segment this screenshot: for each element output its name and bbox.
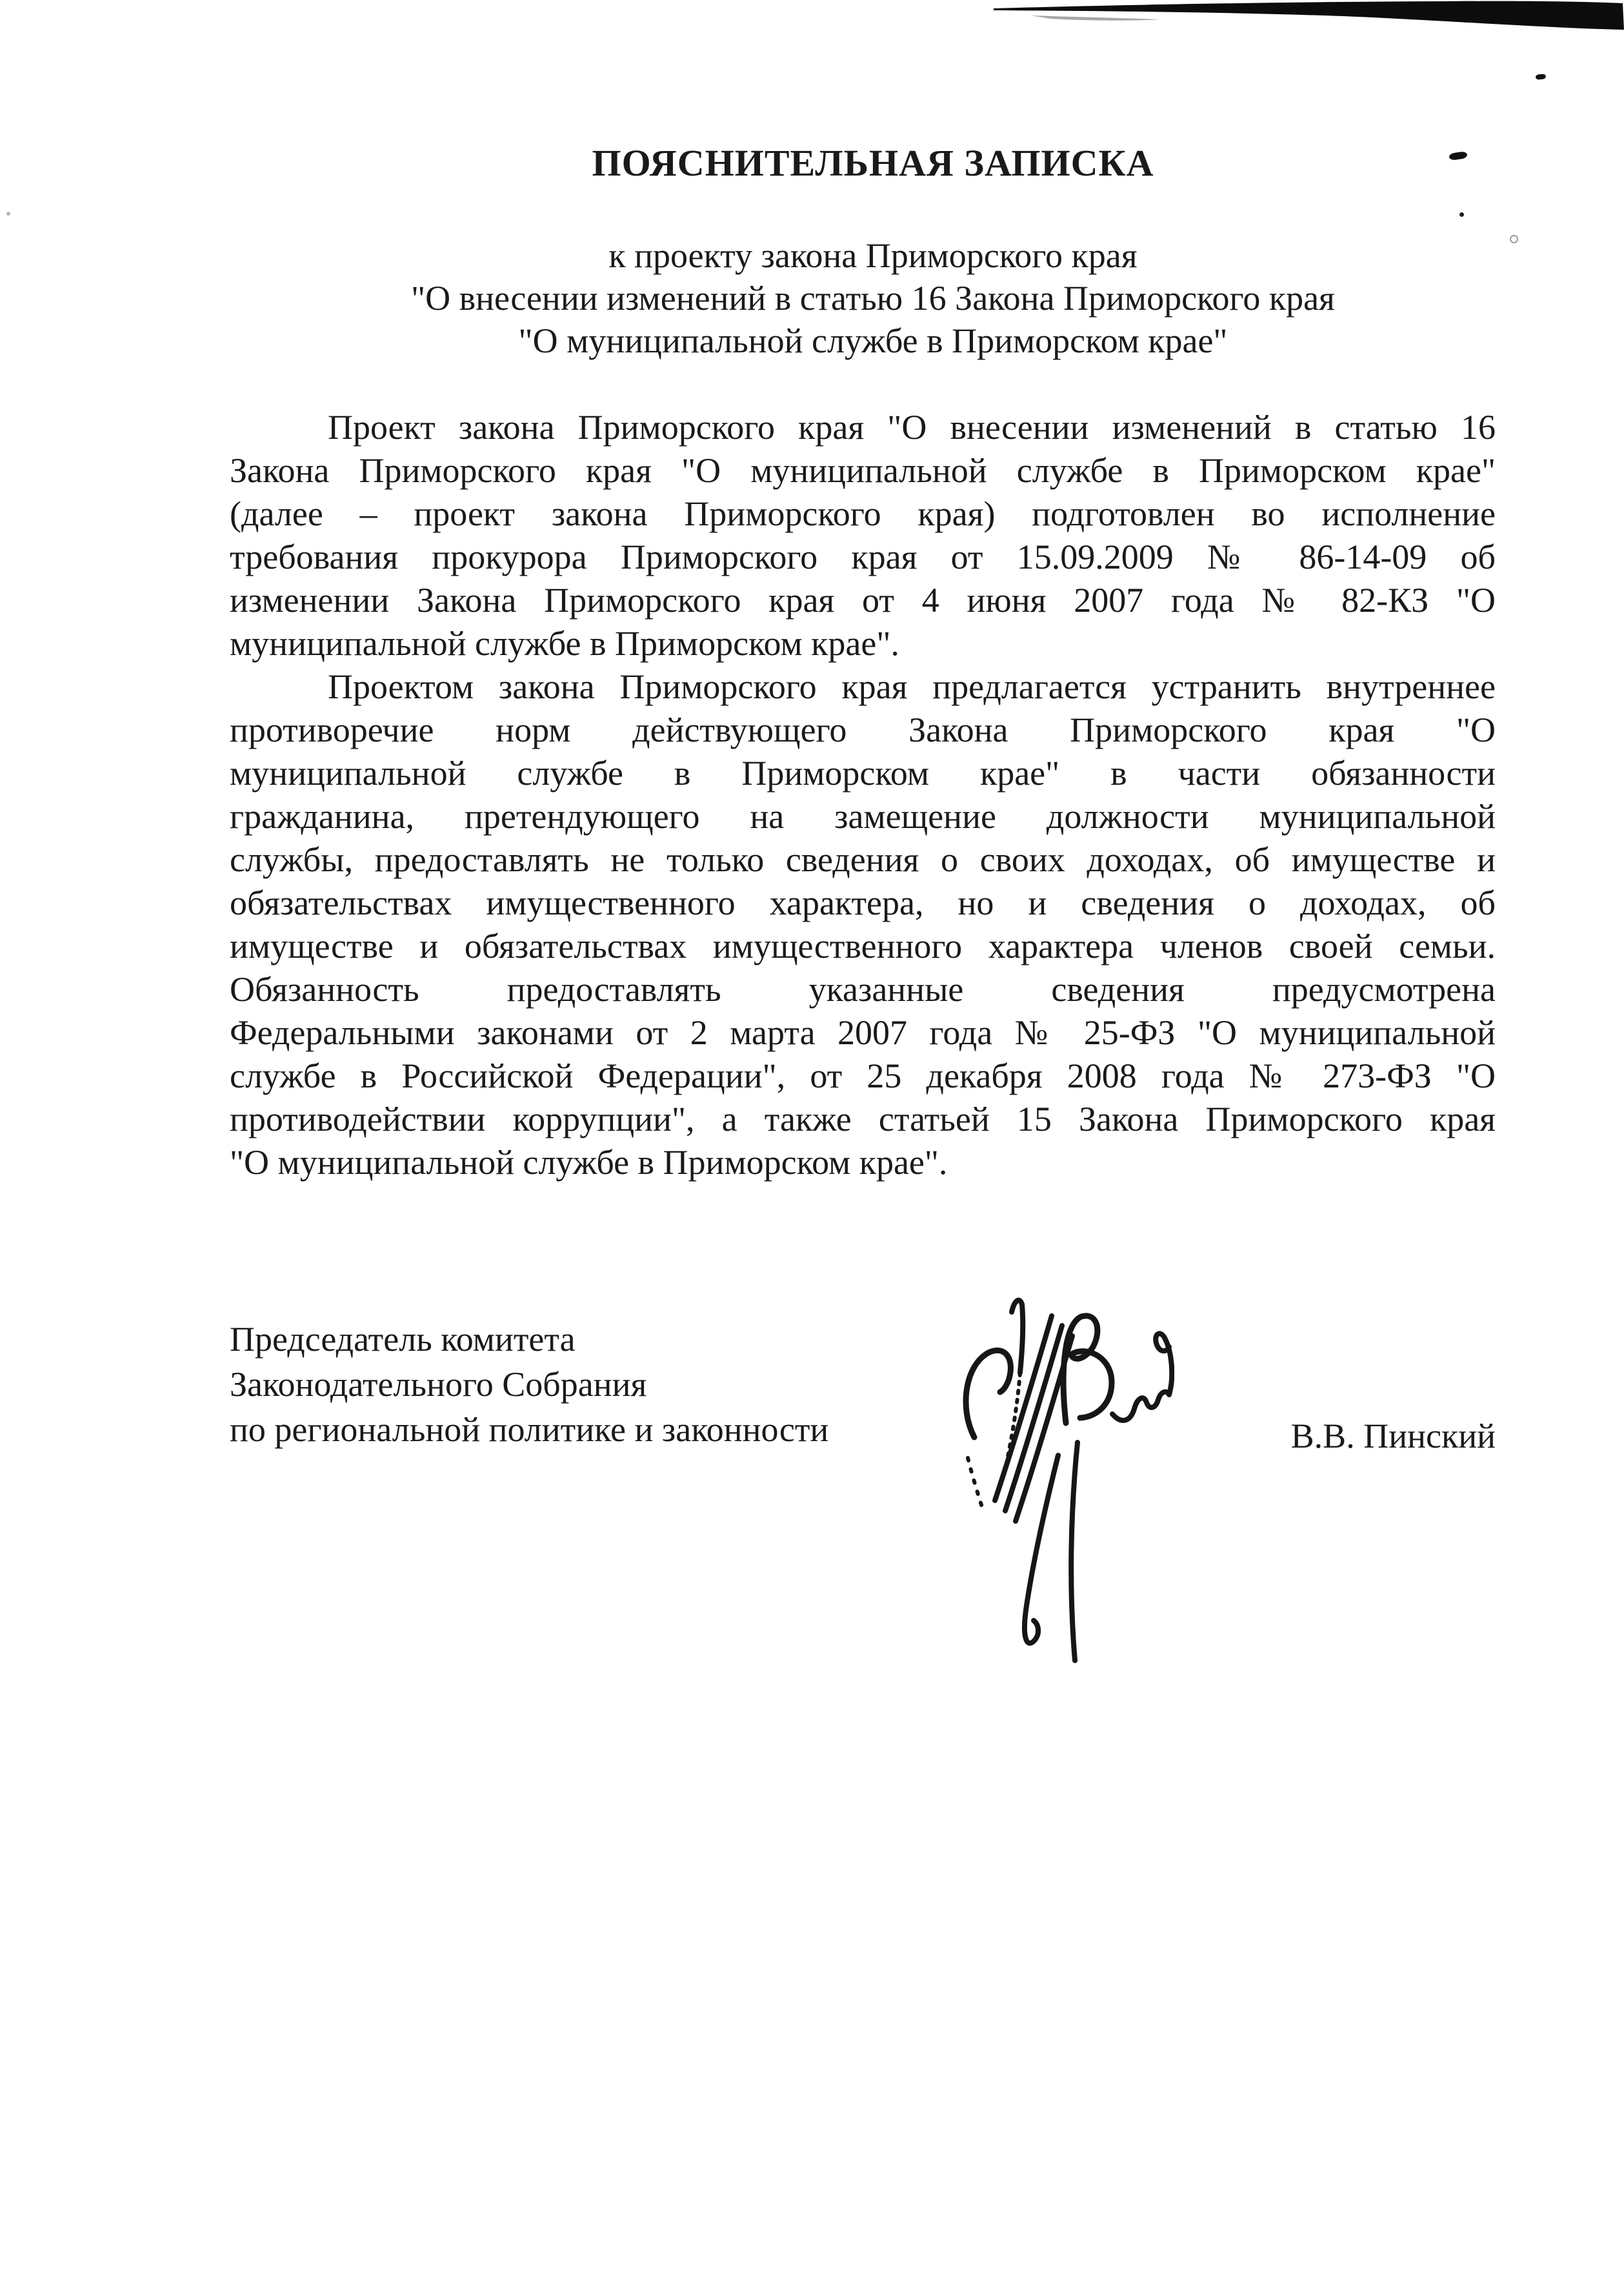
document-subtitle	[240, 234, 1506, 362]
toner-speck	[6, 212, 10, 216]
body-line: обязательствах имущественного характера, но и сведения о доходах, об	[230, 884, 1496, 922]
body-line: противодействии коррупции", а также статьей 15 Закона Приморского края	[230, 1100, 1496, 1138]
body-line: службе в Российской Федерации", от 25 декабря 2008 года № 273-ФЗ "О	[230, 1056, 1496, 1095]
body-line: муниципальной службе в Приморском крае".	[230, 624, 899, 663]
body-line: требования прокурора Приморского края от 15.09.2009 № 86-14-09 об	[230, 538, 1496, 576]
body-line: противоречие норм действующего Закона Приморского края "О	[230, 711, 1496, 749]
body-line: гражданина, претендующего на замещение должности муниципальной	[230, 797, 1496, 836]
scanner-streak-artifact	[992, 0, 1624, 34]
body-line: Обязанность предоставлять указанные сведения предусмотрена	[230, 970, 1496, 1009]
signature-position-line: по региональной политике и законности	[230, 1410, 829, 1449]
document-title: ПОЯСНИТЕЛЬНАЯ ЗАПИСКА	[592, 142, 1154, 184]
body-line: Федеральными законами от 2 марта 2007 года № 25-ФЗ "О муниципальной	[230, 1013, 1496, 1052]
signer-name: В.В. Пинский	[1290, 1417, 1496, 1455]
body-line: "О муниципальной службе в Приморском крае".	[230, 1143, 948, 1182]
subtitle-line: к проекту закона Приморского края	[608, 236, 1138, 275]
handwritten-signature	[955, 1288, 1174, 1701]
document-body	[230, 406, 1496, 1184]
body-line: Проектом закона Приморского края предлагается устранить внутреннее	[328, 667, 1496, 706]
toner-speck	[1459, 212, 1464, 217]
body-line: имуществе и обязательствах имущественного характера членов своей семьи.	[230, 927, 1496, 965]
toner-speck	[1510, 235, 1518, 243]
body-line: службы, предоставлять не только сведения о своих доходах, об имуществе и	[230, 840, 1496, 879]
body-line: Проект закона Приморского края "О внесении изменений в статью 16	[328, 408, 1496, 447]
subtitle-line: "О муниципальной службе в Приморском крае"	[518, 321, 1228, 360]
body-line: изменении Закона Приморского края от 4 июня 2007 года № 82-КЗ "О	[230, 581, 1496, 620]
signature-position-line: Председатель комитета	[230, 1320, 576, 1359]
body-line: (далее – проект закона Приморского края) подготовлен во исполнение	[230, 494, 1496, 533]
signature-position-line: Законодательного Собрания	[230, 1365, 647, 1404]
body-line: муниципальной службе в Приморском крае" в части обязанности	[230, 754, 1496, 793]
subtitle-line: "О внесении изменений в статью 16 Закона Приморского края	[411, 279, 1335, 318]
body-line: Закона Приморского края "О муниципальной службе в Приморском крае"	[230, 451, 1496, 490]
toner-speck	[1536, 74, 1547, 80]
